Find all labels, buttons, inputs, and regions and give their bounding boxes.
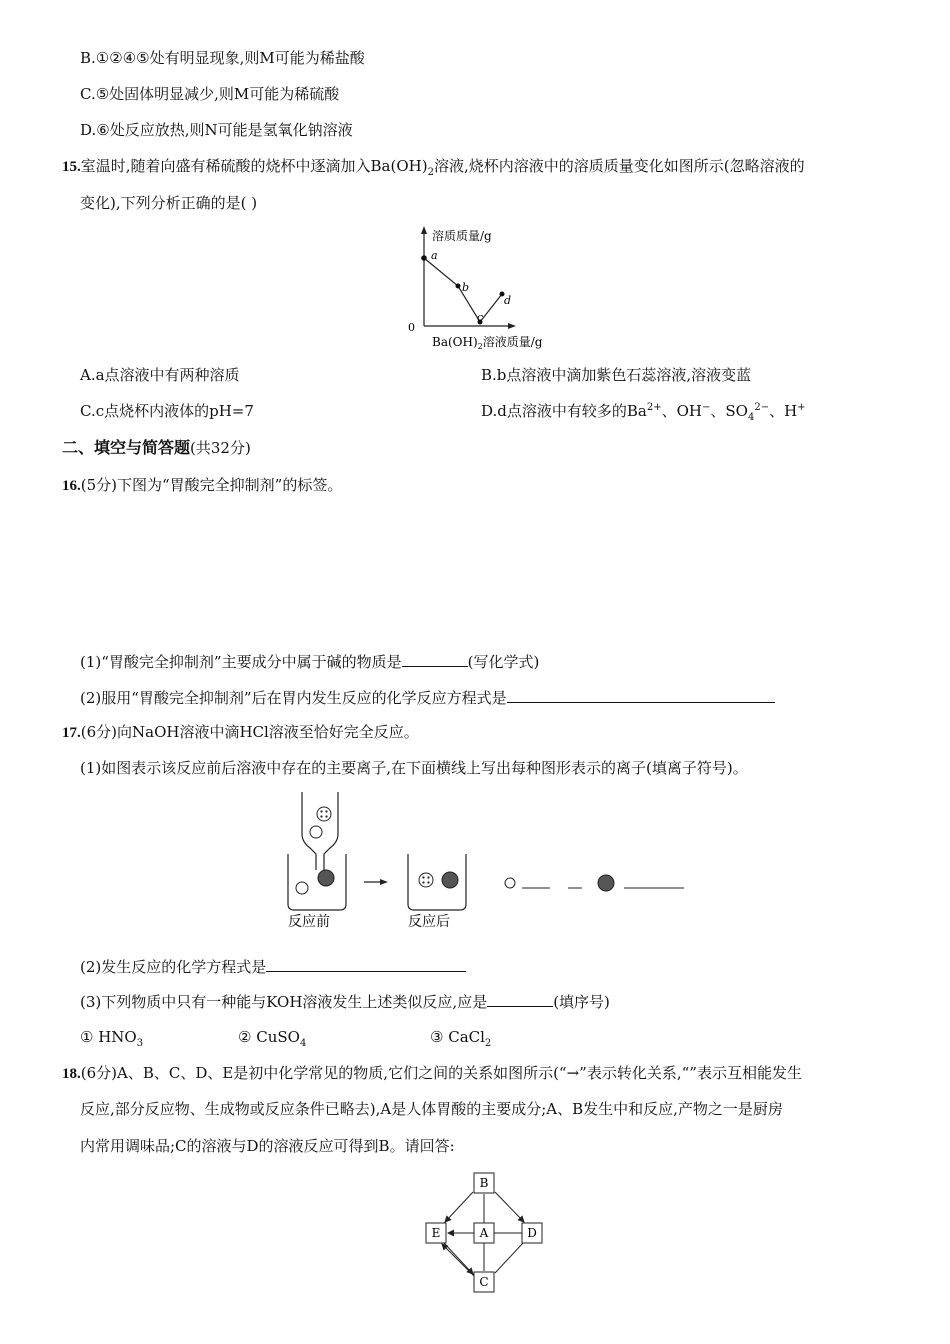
graph-y-label: 溶质质量/g [432, 229, 492, 243]
q14-option-d: D.⑥处反应放热,则N可能是氢氧化钠溶液 [80, 121, 353, 139]
graph-origin: 0 [408, 321, 415, 334]
cl-ion-icon [317, 807, 331, 821]
q16-blank-1[interactable] [402, 651, 468, 667]
q17-choice-2: ② CuSO$_4$ [238, 1028, 307, 1049]
box-a-label: A [479, 1226, 489, 1240]
q15-stem-a: 室温时,随着向盛有稀硫酸的烧杯中逐滴加入Ba(OH) [80, 157, 428, 175]
label-after: 反应后 [408, 914, 450, 930]
q15-option-b: B.b点溶液中滴加紫色石蕊溶液,溶液变蓝 [481, 366, 752, 384]
q15-stem-sub: 2 [427, 167, 434, 178]
section2-heading [62, 438, 251, 458]
q15-stem-line2: 变化),下列分析正确的是( ) [80, 194, 258, 212]
q17-ion-diagram [280, 788, 700, 938]
q18-stem-line2: 反应,部分反应物、生成物或反应条件已略去),A是人体胃酸的主要成分;A、B发生中和反应,产物之一是厨房 [80, 1100, 783, 1118]
q17-blank-eq[interactable] [266, 956, 466, 972]
q15-solute-mass-graph [400, 222, 560, 352]
q17-choice-1: ① $HNO_3$ [80, 1028, 144, 1049]
box-d-label: D [527, 1226, 537, 1240]
h-ion-icon [310, 826, 322, 838]
q15-option-a: A.a点溶液中有两种溶质 [80, 366, 240, 384]
q17-stem: 17.(6分)向NaOH溶液中滴HCl溶液至恰好完全反应。 [62, 723, 419, 741]
point-d-label: d [504, 294, 512, 307]
q15-stem-line1 [62, 156, 805, 177]
box-b-label: B [479, 1176, 489, 1190]
point-a-label: a [431, 249, 438, 262]
q18-stem-line3: 内常用调味品;C的溶液与D的溶液反应可得到B。请回答: [80, 1137, 455, 1155]
q15-stem-b: 溶液,烧杯内溶液中的溶质质量变化如图所示(忽略溶液的 [433, 157, 805, 175]
q16-stem: 16.(5分)下图为“胃酸完全抑制剂”的标签。 [62, 476, 343, 494]
q15-number: 15. [62, 159, 81, 175]
point-a-marker [421, 255, 427, 261]
q17-part1: (1)如图表示该反应前后溶液中存在的主要离子,在下面横线上写出每种图形表示的离子(填离子符号)。 [80, 759, 748, 777]
q17-blank-choice[interactable] [487, 991, 553, 1007]
q17-number: 17. [62, 725, 81, 741]
label-before: 反应前 [288, 914, 330, 930]
q15-option-c: C.c点烧杯内液体的pH=7 [80, 402, 254, 420]
q17-choice-3: ③ CaCl$_2$ [430, 1028, 492, 1049]
point-b-label: b [462, 281, 470, 294]
q17-part3: (3)下列物质中只有一种能与KOH溶液发生上述类似反应,应是 (填序号) [80, 993, 610, 1011]
q15-option-d: D.d点溶液中有较多的$Ba^{2+}$、OH−、$SO_4^{2-}$、H+ [481, 402, 806, 423]
q16-part1: (1)“胃酸完全抑制剂”主要成分中属于碱的物质是 (写化学式) [80, 653, 540, 671]
point-c-label: c [477, 311, 484, 324]
q18-number: 18. [62, 1066, 81, 1082]
q17-part2: (2)发生反应的化学方程式是 [80, 956, 466, 977]
na-ion-icon [296, 882, 308, 894]
oh-ion-icon [318, 870, 334, 886]
box-e-label: E [431, 1226, 441, 1240]
box-c-label: C [479, 1275, 489, 1289]
q18-stem-line1: 18.(6分)A、B、C、D、E是初中化学常见的物质,它们之间的关系如图所示(“→”表示转化关系,“”表示互相能发生 [62, 1064, 802, 1082]
q14-option-c: C.⑤处固体明显减少,则M可能为稀硫酸 [80, 85, 340, 103]
q16-part2: (2)服用“胃酸完全抑制剂”后在胃内发生反应的化学反应方程式是 [80, 687, 775, 708]
point-b-marker [456, 284, 461, 289]
q18-relation-diagram [418, 1170, 558, 1300]
q14-option-b: B.①②④⑤处有明显现象,则M可能为稀盐酸 [80, 49, 365, 67]
section2-score: (共32分) [190, 439, 251, 457]
graph-x-label: $Ba(OH)_2$溶液质量/g [432, 335, 543, 351]
q16-blank-2[interactable] [507, 687, 775, 703]
q16-number: 16. [62, 478, 81, 494]
section2-title: 二、填空与简答题 [62, 438, 191, 457]
